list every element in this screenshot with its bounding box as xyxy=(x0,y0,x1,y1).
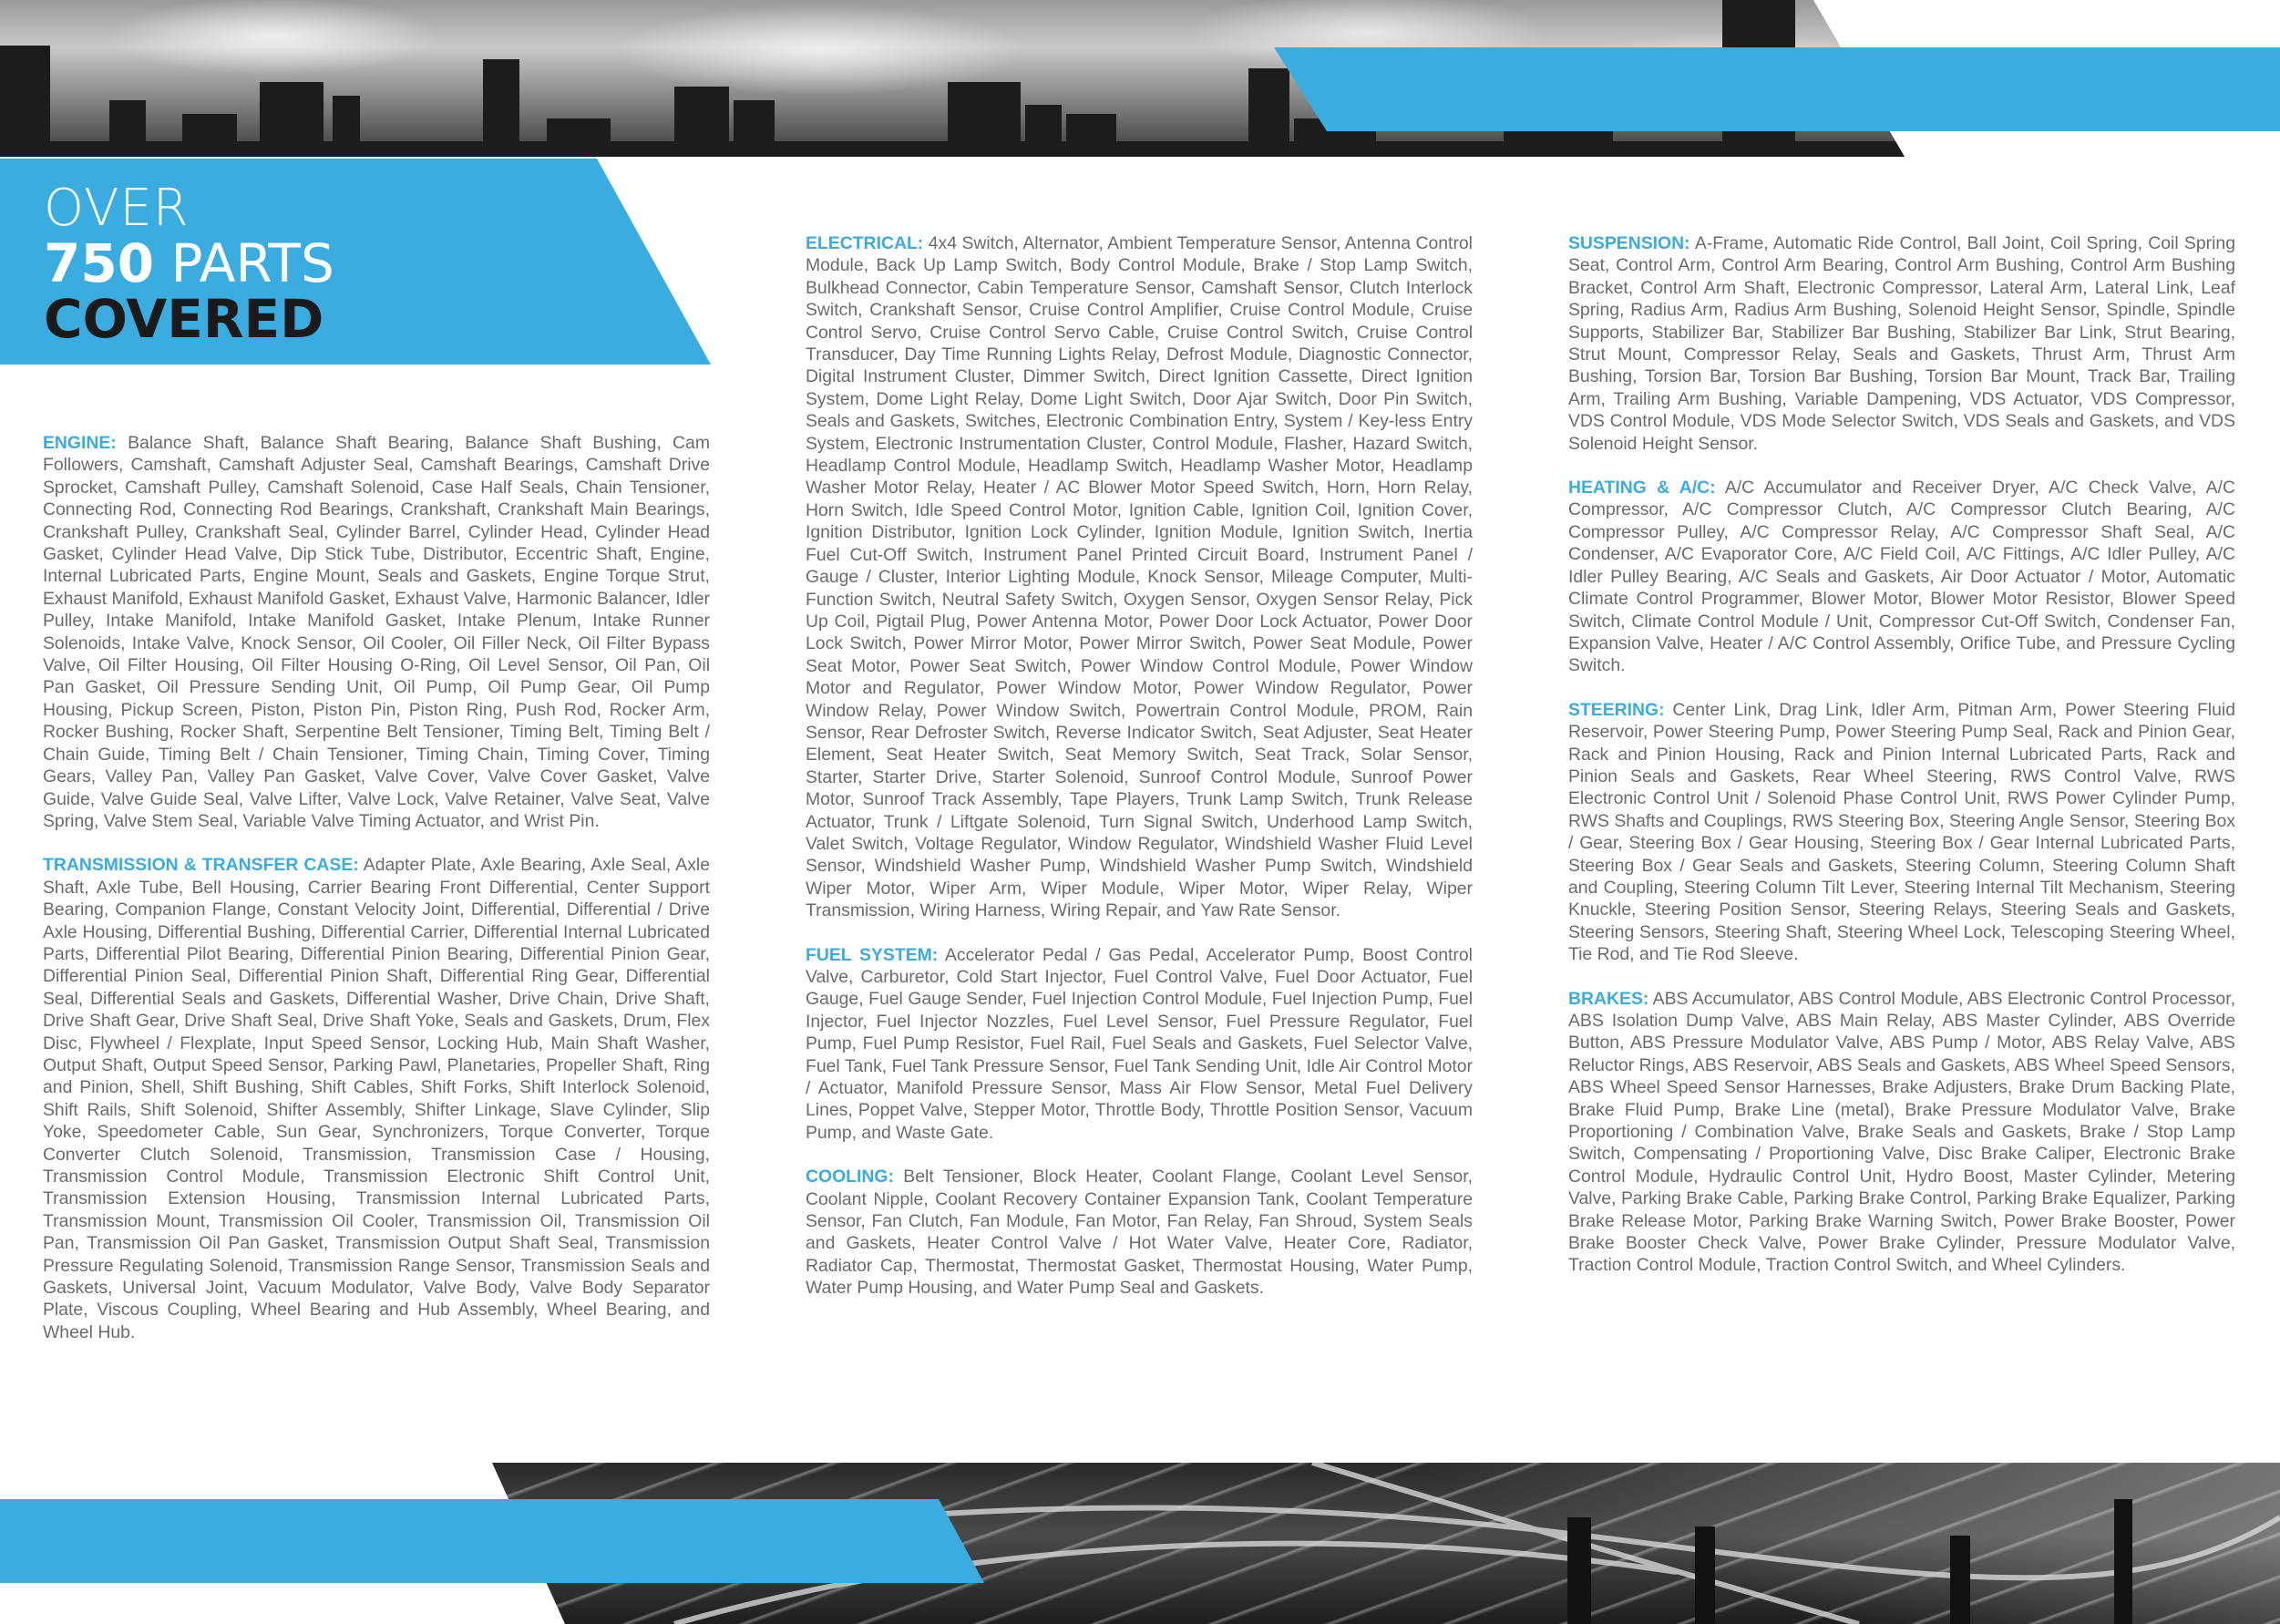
section-steering xyxy=(1568,699,2235,966)
section-transmission xyxy=(43,854,710,1343)
section-heading: ENGINE: xyxy=(43,433,117,453)
section-suspension xyxy=(1568,232,2235,455)
section-engine xyxy=(43,432,710,832)
section-body: Adapter Plate, Axle Bearing, Axle Seal, Axle Shaft, Axle Tube, Bell Housing, Carrier Bearing Front Differential, Center Support Bearing, Companion Flange, Constant Velocity Joint, Differential, Differential / Drive Axle Housing, Differential Bushing, Differential Carrier, Differential Internal Lubricated Parts, Differential Pilot Bearing, Differential Pinion Bearing, Differential Pinion Gear, Differential Pinion Seal, Differential Pinion Shaft, Differential Ring Gear, Differential Seal, Differential Seals and Gaskets, Differential Washer, Drive Chain, Drive Shaft, Drive Shaft Gear, Drive Shaft Seal, Drive Shaft Yoke, Seals and Gaskets, Drum, Flex Disc, Flywheel / Flexplate, Input Speed Sensor, Locking Hub, Main Shaft Washer, Output Shaft, Output Speed Sensor, Parking Pawl, Planetaries, Propeller Shaft, Ring and Pinion, Shell, Shift Bushing, Shift Cables, Shift Forks, Shift Interlock Solenoid, Shift Rails, Shift Solenoid, Shifter Assembly, Shifter Linkage, Slave Cylinder, Slip Yoke, Speedometer Cable, Sun Gear, Synchronizers, Torque Converter, Torque Converter Clutch Solenoid, Transmission, Transmission Case / Housing, Transmission Control Module, Transmission Electronic Shift Control Unit, Transmission Extension Housing, Transmission Internal Lubricated Parts, Transmission Mount, Transmission Oil Cooler, Transmission Oil, Transmission Oil Pan, Transmission Oil Pan Gasket, Transmission Output Shaft Seal, Transmission Pressure Regulating Solenoid, Transmission Range Sensor, Transmission Seals and Gaskets, Universal Joint, Vacuum Modulator, Valve Body, Valve Body Separator Plate, Viscous Coupling, Wheel Bearing and Hub Assembly, Wheel Bearing, and Wheel Hub. xyxy=(43,855,711,1342)
section-heading: HEATING & A/C: xyxy=(1568,478,1716,499)
section-body: Center Link, Drag Link, Idler Arm, Pitman Arm, Power Steering Fluid Reservoir, Power Steering Pump, Power Steering Pump Seal, Rack and Pinion Gear, Rack and Pinion Housing, Rack and Pinion Internal Lubricated Parts, Rack and Pinion Seals and Gaskets, Rear Wheel Steering, RWS Control Valve, RWS Electronic Control Unit / Solenoid Phase Control Unit, RWS Power Cylinder Pump, RWS Shafts and Couplings, RWS Steering Box, Steering Angle Sensor, Steering Box / Gear, Steering Box / Gear Housing, Steering Box / Gear Internal Lubricated Parts, Steering Box / Gear Seals and Gaskets, Steering Column, Steering Column Shaft and Coupling, Steering Column Tilt Lever, Steering Internal Tilt Mechanism, Steering Knuckle, Steering Position Sensor, Steering Relays, Steering Seals and Gaskets, Steering Sensors, Steering Shaft, Steering Wheel Lock, Telescoping Steering Wheel, Tie Rod, and Tie Rod Sleeve. xyxy=(1568,699,2235,965)
section-fuel-system xyxy=(806,944,1473,1145)
section-heading: COOLING: xyxy=(806,1167,894,1187)
section-heading: BRAKES: xyxy=(1568,988,1649,1009)
title-line-parts xyxy=(44,231,334,294)
section-heading: FUEL SYSTEM: xyxy=(806,944,939,965)
column-middle xyxy=(806,232,1473,1321)
section-body: ABS Accumulator, ABS Control Module, ABS Electronic Control Processor, ABS Isolation Dump Valve, ABS Main Relay, ABS Master Cylinder, ABS Override Button, ABS Pressure Modulator Valve, ABS Pump / Motor, ABS Relay Valve, ABS Reluctor Rings, ABS Reservoir, ABS Seals and Gaskets, ABS Wheel Speed Sensors, ABS Wheel Speed Sensor Harnesses, Brake Adjusters, Brake Drum Backing Plate, Brake Fluid Pump, Brake Line (metal), Brake Pressure Modulator Valve, Brake Proportioning / Combination Valve, Brake Seals and Gaskets, Brake / Stop Lamp Switch, Compensating / Proportioning Valve, Disc Brake Caliper, Electronic Brake Control Module, Hydraulic Control Unit, Hydro Boost, Master Cylinder, Metering Valve, Parking Brake Cable, Parking Brake Control, Parking Brake Equalizer, Parking Brake Release Motor, Parking Brake Warning Switch, Power Brake Booster, Power Brake Booster Check Valve, Power Brake Cylinder, Pressure Modulator Valve, Traction Control Module, Traction Control Switch, and Wheel Cylinders. xyxy=(1568,988,2235,1276)
section-body: Accelerator Pedal / Gas Pedal, Accelerator Pump, Boost Control Valve, Carburetor, Cold Start Injector, Fuel Control Valve, Fuel Door Actuator, Fuel Gauge, Fuel Gauge Sender, Fuel Injection Control Module, Fuel Injection Pump, Fuel Injector, Fuel Injector Nozzles, Fuel Level Sensor, Fuel Pressure Regulator, Fuel Pump, Fuel Pump Resistor, Fuel Rail, Fuel Seals and Gaskets, Fuel Selector Valve, Fuel Tank, Fuel Tank Pressure Sensor, Fuel Tank Sending Unit, Idle Air Control Motor / Actuator, Manifold Pressure Sensor, Mass Air Flow Sensor, Metal Fuel Delivery Lines, Poppet Valve, Stepper Motor, Throttle Body, Throttle Position Sensor, Vacuum Pump, and Waste Gate. xyxy=(806,944,1473,1143)
section-body: A-Frame, Automatic Ride Control, Ball Joint, Coil Spring, Coil Spring Seat, Control Arm, Control Arm Bearing, Control Arm Bushing, Control Arm Bushing Bracket, Control Arm Shaft, Electronic Compressor, Lateral Arm, Lateral Link, Leaf Spring, Radius Arm, Radius Arm Bushing, Solenoid Height Sensor, Spindle, Spindle Supports, Stabilizer Bar, Stabilizer Bar Bushing, Stabilizer Bar Link, Strut Bearing, Strut Mount, Compressor Relay, Seals and Gaskets, Thrust Arm, Thrust Arm Bushing, Torsion Bar, Torsion Bar Bushing, Torsion Bar Mount, Track Bar, Trailing Arm, Trailing Arm Bushing, Variable Dampening, VDS Actuator, VDS Compressor, VDS Control Module, VDS Mode Selector Switch, VDS Seals and Gaskets, and VDS Solenoid Height Sensor. xyxy=(1568,233,2235,454)
section-electrical xyxy=(806,232,1473,922)
section-heading: ELECTRICAL: xyxy=(806,233,924,253)
section-brakes xyxy=(1568,988,2235,1277)
section-heating-ac xyxy=(1568,477,2235,677)
column-right xyxy=(1568,232,2235,1299)
top-accent-stripe xyxy=(1274,47,2280,131)
title-line-over: OVER xyxy=(44,179,190,238)
title-line-covered: COVERED xyxy=(44,287,324,350)
section-cooling xyxy=(806,1166,1473,1299)
column-left xyxy=(43,432,710,1365)
section-heading: STEERING: xyxy=(1568,699,1665,720)
section-body: A/C Accumulator and Receiver Dryer, A/C Check Valve, A/C Compressor, A/C Compressor Clutch, A/C Compressor Clutch Bearing, A/C Compressor Pulley, A/C Compressor Relay, A/C Compressor Shaft Seal, A/C Condenser, A/C Evaporator Core, A/C Field Coil, A/C Fittings, A/C Idler Pulley, A/C Idler Pulley Bearing, A/C Seals and Gaskets, Air Door Actuator / Motor, Automatic Climate Control Programmer, Blower Motor, Blower Motor Resistor, Blower Speed Switch, Climate Control Module / Unit, Compressor Cut-Off Switch, Condenser Fan, Expansion Valve, Heater / A/C Control Assembly, Orifice Tube, and Pressure Cycling Switch. xyxy=(1568,478,2235,676)
section-heading: TRANSMISSION & TRANSFER CASE: xyxy=(43,855,359,876)
bottom-accent-stripe xyxy=(0,1499,984,1583)
section-body: Belt Tensioner, Block Heater, Coolant Flange, Coolant Level Sensor, Coolant Nipple, Coolant Recovery Container Expansion Tank, Coolant Temperature Sensor, Fan Clutch, Fan Module, Fan Motor, Fan Relay, Fan Shroud, System Seals and Gaskets, Heater Control Valve / Hot Water Valve, Heater Core, Radiator, Radiator Cap, Thermostat, Thermostat Gasket, Thermostat Housing, Water Pump, Water Pump Housing, and Water Pump Seal and Gaskets. xyxy=(806,1167,1473,1299)
title-number: 750 xyxy=(44,231,155,294)
page-title xyxy=(44,179,334,350)
section-body: 4x4 Switch, Alternator, Ambient Temperature Sensor, Antenna Control Module, Back Up Lamp Switch, Body Control Module, Brake / Stop Lamp Switch, Bulkhead Connector, Cabin Temperature Sensor, Camshaft Sensor, Clutch Interlock Switch, Crankshaft Sensor, Cruise Control Amplifier, Cruise Control Module, Cruise Control Servo, Cruise Control Servo Cable, Cruise Control Switch, Cruise Control Transducer, Day Time Running Lights Relay, Defrost Module, Diagnostic Connector, Digital Instrument Cluster, Dimmer Switch, Direct Ignition Cassette, Direct Ignition System, Dome Light Relay, Dome Light Switch, Door Ajar Switch, Door Pin Switch, Seals and Gaskets, Switches, Electronic Combination Entry, System / Key-less Entry System, Electronic Instrumentation Cluster, Control Module, Flasher, Hazard Switch, Headlamp Control Module, Headlamp Switch, Headlamp Washer Motor, Headlamp Washer Motor Relay, Heater / AC Blower Motor Speed Switch, Horn, Horn Relay, Horn Switch, Idle Speed Control Motor, Ignition Cable, Ignition Coil, Ignition Cover, Ignition Distributor, Ignition Lock Cylinder, Ignition Module, Ignition Switch, Inertia Fuel Cut-Off Switch, Instrument Panel Printed Circuit Board, Instrument Panel / Gauge / Cluster, Interior Lighting Module, Knock Sensor, Mileage Computer, Multi-Function Switch, Neutral Safety Switch, Oxygen Sensor, Oxygen Sensor Relay, Pick Up Coil, Pigtail Plug, Power Antenna Motor, Power Door Lock Actuator, Power Door Lock Switch, Power Mirror Motor, Power Mirror Switch, Power Seat Module, Power Seat Motor, Power Seat Switch, Power Window Control Module, Power Window Motor and Regulator, Power Window Motor, Power Window Regulator, Power Window Relay, Power Window Switch, Powertrain Control Module, PROM, Rain Sensor, Rear Defroster Switch, Reverse Indicator Switch, Seat Adjuster, Seat Heater Element, Seat Heater Switch, Seat Memory Switch, Seat Track, Solar Sensor, Starter, Starter Drive, Starter Solenoid, Sunroof Control Module, Sunroof Power Motor, Sunroof Track Assembly, Tape Players, Trunk Lamp Switch, Trunk Release Actuator, Trunk / Liftgate Solenoid, Turn Signal Switch, Underhood Lamp Switch, Valet Switch, Voltage Regulator, Window Regulator, Windshield Washer Fluid Level Sensor, Windshield Washer Pump, Windshield Washer Pump Switch, Windshield Wiper Motor, Wiper Arm, Wiper Module, Wiper Motor, Wiper Relay, Wiper Transmission, Wiring Harness, Wiring Repair, and Yaw Rate Sensor. xyxy=(806,233,1473,921)
section-heading: SUSPENSION: xyxy=(1568,233,1690,253)
title-parts-word: PARTS xyxy=(154,231,334,294)
section-body: Balance Shaft, Balance Shaft Bearing, Balance Shaft Bushing, Cam Followers, Camshaft, Camshaft Adjuster Seal, Camshaft Bearings, Camshaft Drive Sprocket, Camshaft Pulley, Camshaft Solenoid, Case Half Seals, Chain Tensioner, Connecting Rod, Connecting Rod Bearings, Crankshaft, Crankshaft Main Bearings, Crankshaft Pulley, Crankshaft Seal, Cylinder Barrel, Cylinder Head, Cylinder Head Gasket, Cylinder Head Valve, Dip Stick Tube, Distributor, Eccentric Shaft, Engine, Internal Lubricated Parts, Engine Mount, Seals and Gaskets, Engine Torque Strut, Exhaust Manifold, Exhaust Manifold Gasket, Exhaust Valve, Harmonic Balancer, Idler Pulley, Intake Manifold, Intake Manifold Gasket, Intake Plenum, Intake Runner Solenoids, Intake Valve, Knock Sensor, Oil Cooler, Oil Filler Neck, Oil Filter Bypass Valve, Oil Filter Housing, Oil Filter Housing O-Ring, Oil Level Sensor, Oil Pan, Oil Pan Gasket, Oil Pressure Sending Unit, Oil Pump, Oil Pump Gear, Oil Pump Housing, Pickup Screen, Piston, Piston Pin, Piston Ring, Push Rod, Rocker Arm, Rocker Bushing, Rocker Shaft, Serpentine Belt Tensioner, Timing Belt, Timing Belt / Chain Guide, Timing Belt / Chain Tensioner, Timing Chain, Timing Cover, Timing Gears, Valley Pan, Valley Pan Gasket, Valve Cover, Valve Cover Gasket, Valve Guide, Valve Guide Seal, Valve Lifter, Valve Lock, Valve Retainer, Valve Seat, Valve Spring, Valve Stem Seal, Variable Valve Timing Actuator, and Wrist Pin. xyxy=(43,433,710,831)
